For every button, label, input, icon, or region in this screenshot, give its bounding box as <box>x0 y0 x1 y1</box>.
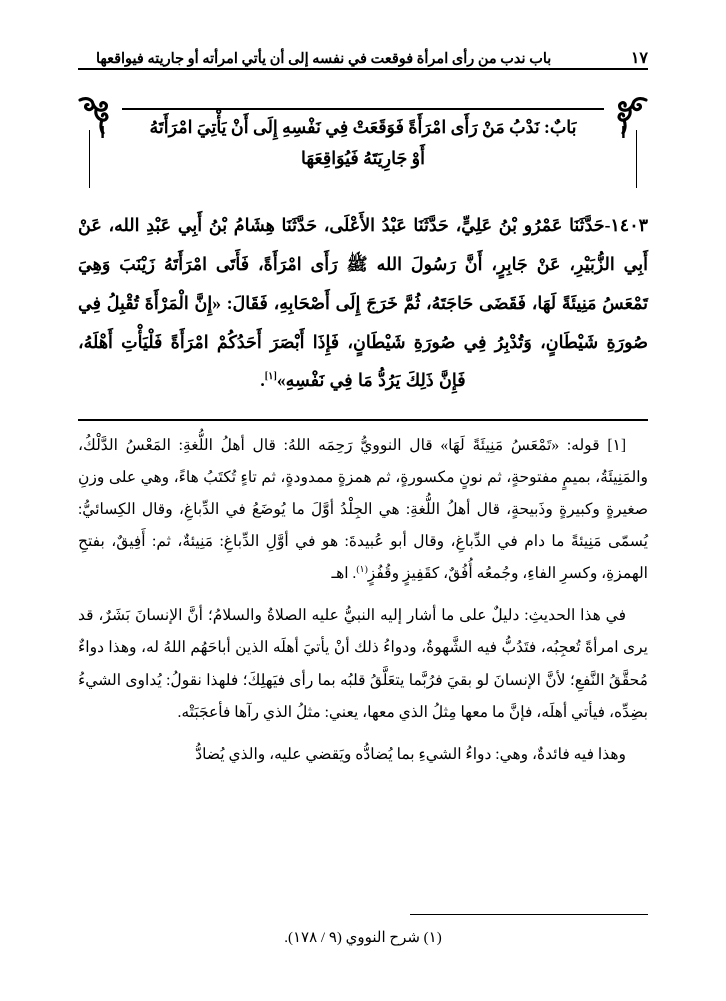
commentary-paragraph-3: وهذا فيه فائدةٌ، وهي: دواءُ الشيءِ بما يُضادُّه ويَقضي عليه، والذي يُضادُّ <box>195 745 626 763</box>
swirl-ornament-icon <box>78 96 126 138</box>
chapter-title <box>130 112 596 173</box>
page-number: ١٧ <box>630 50 648 68</box>
chapter-title-line-2: أَوْ جَارِيَتَهُ فَيُوَاقِعَهَا <box>301 147 425 168</box>
header-rule <box>78 68 648 70</box>
frame-side-rule-right <box>636 130 637 188</box>
chapter-title-line-1: بَابٌ: نَدْبُ مَنْ رَأَى امْرَأَةً فَوَقَعَتْ فِي نَفْسِهِ إِلَى أَنْ يَأْتِيَ امْرَأَتَهُ <box>149 117 577 137</box>
hadith-end-punct: . <box>260 370 265 391</box>
running-header-title: باب ندب من رأى امرأة فوقعت في نفسه إلى أن يأتي امرأته أو جاريته فيواقعها <box>96 51 552 68</box>
commentary-note-1 <box>78 430 648 590</box>
swirl-ornament-icon <box>600 96 648 138</box>
hadith-block <box>78 206 648 400</box>
hadith-number: ١٤٠٣ <box>610 215 648 235</box>
hadith-number-dash: - <box>604 215 611 235</box>
commentary-block <box>78 430 648 771</box>
frame-side-rule-left <box>89 130 90 188</box>
frame-top-rule <box>122 108 604 110</box>
running-header <box>78 36 648 68</box>
commentary-note-1-tail: . اهـ <box>331 565 357 583</box>
commentary-note-1-text: [١] قوله: «تَمْعَسُ مَنِيئَةً لَهَا» قال النوويُّ رَحِمَه اللهُ: قال أهلُ اللُّغةِ: المَعْسُ الدَّلْكُ، والمَنِيئَةُ، بميمٍ مفتوحةٍ، ثم نونٍ مكسورةٍ، ثم همزةٍ ممدودةٍ، ثم تاءٍ تُكتَبُ هاءً، وهي على وزنِ صغيرةٍ وكبيرةٍ وذَبيحةٍ، قال أهلُ اللُّغةِ: هي الجِلْدُ أوَّلَ ما يُوضَعُ في الدِّباغِ، وقال الكِسائيُّ: يُسمّى مَنِيئةً ما دام في الدِّباغِ، وقال أبو عُبيدةَ: هو في أوَّلِ الدِّباغِ: مَنِيئةٌ، ثم: أَفِيقٌ، بفتحِ الهمزةِ، وكسرِ الفاءِ، وجُمعُه أُفُقٌ، كقَفِيزٍ وقُفُزٍ <box>78 437 648 583</box>
footnote-text: (١) شرح النووي (٩ / ١٧٨). <box>284 929 442 946</box>
hadith-text: حَدَّثَنَا عَمْرُو بْنُ عَلِيٍّ، حَدَّثَنَا عَبْدُ الأَعْلَى، حَدَّثَنَا هِشَامُ بْنُ أَبِي عَبْدِ الله، عَنْ أَبِي الزُّبَيْرِ، عَنْ جَابِرٍ، أَنَّ رَسُولَ الله ﷺ رَأَى امْرَأَةً، فَأَتَى امْرَأَتَهُ زَيْنَبَ وَهِيَ تَمْعَسُ مَنِيئَةً لَهَا، فَقَضَى حَاجَتَهُ، ثُمَّ خَرَجَ إِلَى أَصْحَابِهِ، فَقَالَ: «إِنَّ الْمَرْأَةَ تُقْبِلُ فِي صُورَةِ شَيْطَانٍ، وَتُدْبِرُ فِي صُورَةِ شَيْطَانٍ، فَإِذَا أَبْصَرَ أَحَدُكُمْ امْرَأَةً فَلْيَأْتِ أَهْلَهُ، فَإِنَّ ذَلِكَ يَرُدُّ مَا فِي نَفْسِهِ» <box>78 215 648 391</box>
chapter-title-frame <box>78 96 648 188</box>
footnote-rule <box>410 914 648 915</box>
commentary-paragraph-2: في هذا الحديثِ: دليلٌ على ما أشار إليه النبيُّ عليه الصلاةُ والسلامُ؛ أنَّ الإنسانَ بَشَرٌ، قد يرى امرأةً تُعجِبُه، فتَدُبُّ فيه الشَّهوةُ، ودواءُ ذلك أنْ يأتيَ أهلَه الذين أباحَهُم اللهُ له، وهذا دواءٌ مُحقَّقُ النَّفعِ؛ لأنَّ الإنسانَ لو بقيَ فرُبَّما يتعَلَّقُ قلبُه بما رأى فيَهلِكَ؛ فلهذا نقولُ: يُداوى الشيءُ بضِدِّه، فيأتي أهلَه، فإنَّ ما معها مِثلُ الذي معها، يعني: مثلُ الذي رآها فأعجَبَتْه. <box>78 607 648 721</box>
commentary-note-1-sup: (١) <box>356 565 368 576</box>
hadith-footnote-marker: [١] <box>264 371 277 383</box>
section-divider-rule <box>78 419 648 421</box>
